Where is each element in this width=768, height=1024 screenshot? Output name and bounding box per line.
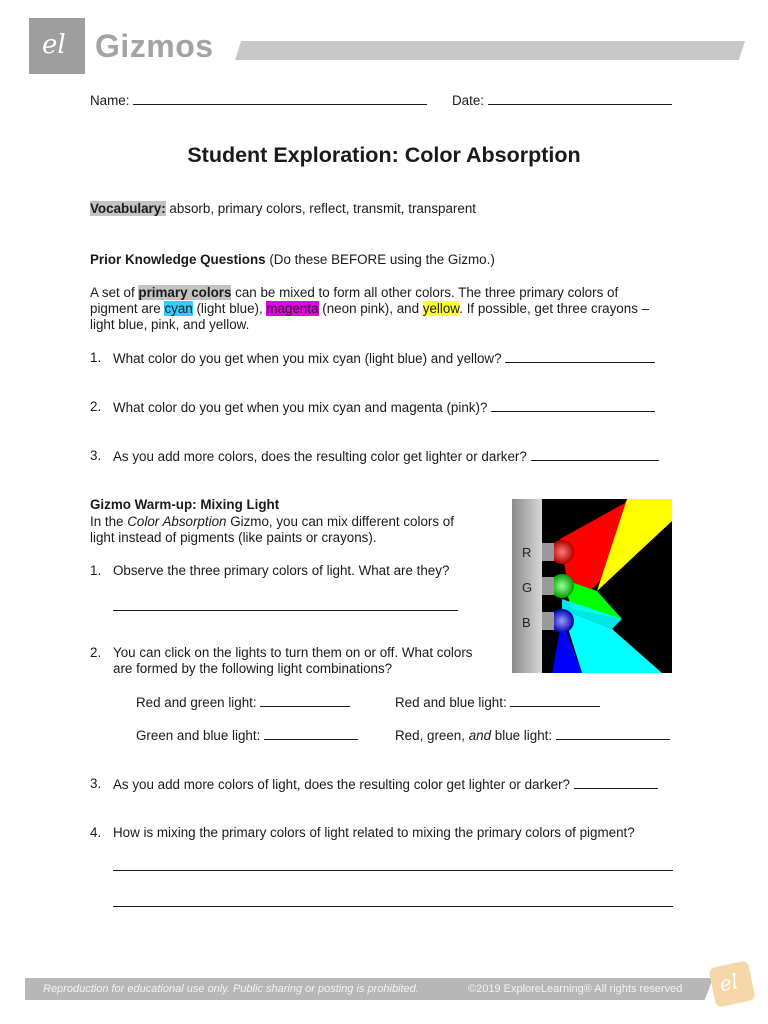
warmup-question-2-line-1: You can click on the lights to turn them on or off. What colors <box>113 645 473 660</box>
label-g: G <box>522 580 533 595</box>
label-b: B <box>522 615 531 630</box>
warmup-question-4-number: 4. <box>90 825 102 840</box>
explorelearning-logo <box>29 18 85 74</box>
combo-red-green[interactable]: Red and green light: <box>136 694 350 710</box>
prior-knowledge-heading: Prior Knowledge Questions (Do these BEFORE using the Gizmo.) <box>90 252 495 267</box>
warmup-question-3-text[interactable]: As you add more colors of light, does the resulting color get lighter or darker? <box>113 776 658 792</box>
header-bar <box>235 41 745 60</box>
warmup-q4-answer-line-2[interactable] <box>113 906 673 907</box>
name-field[interactable]: Name: <box>90 92 427 108</box>
warmup-heading: Gizmo Warm-up: Mixing Light <box>90 497 280 512</box>
warmup-question-3-number: 3. <box>90 776 102 791</box>
warmup-question-2-line-2: are formed by the following light combinations? <box>113 661 393 676</box>
warmup-question-2-number: 2. <box>90 645 102 660</box>
warmup-q1-answer-line[interactable] <box>113 610 458 611</box>
footer-logo <box>708 960 755 1007</box>
light-mixing-image <box>512 499 672 673</box>
prior-intro-line-1: A set of primary colors can be mixed to form all other colors. The three primary colors of <box>90 285 619 300</box>
warmup-q4-answer-line-1[interactable] <box>113 870 673 871</box>
prior-intro-line-3: light blue, pink, and yellow. <box>90 317 250 332</box>
combo-green-blue[interactable]: Green and blue light: <box>136 727 358 743</box>
warmup-question-1-number: 1. <box>90 563 102 578</box>
prior-question-2-text[interactable]: What color do you get when you mix cyan and magenta (pink)? <box>113 399 655 415</box>
label-r: R <box>522 545 532 560</box>
prior-question-3-text[interactable]: As you add more colors, does the resulting color get lighter or darker? <box>113 448 659 464</box>
prior-question-2: 2. <box>90 399 102 414</box>
warmup-question-1-text: Observe the three primary colors of light. What are they? <box>113 563 450 578</box>
footer-logo-mark: el <box>717 969 741 997</box>
prior-intro-line-2: pigment are cyan (light blue), magenta (neon pink), and yellow. If possible, get three crayons – <box>90 301 650 316</box>
warmup-question-4-text: How is mixing the primary colors of light related to mixing the primary colors of pigment? <box>113 825 635 840</box>
footer-disclaimer: Reproduction for educational use only. Public sharing or posting is prohibited. <box>43 983 419 995</box>
warmup-intro-line-2: light instead of pigments (like paints or crayons). <box>90 530 377 545</box>
warmup-intro-line-1: In the Color Absorption Gizmo, you can mix different colors of <box>90 514 454 529</box>
prior-question-1-text[interactable]: What color do you get when you mix cyan (light blue) and yellow? <box>113 350 655 366</box>
vocabulary <box>90 201 476 216</box>
vocabulary-terms: absorb, primary colors, reflect, transmit, transparent <box>165 201 476 216</box>
combo-red-blue[interactable]: Red and blue light: <box>395 694 600 710</box>
prior-question-1: 1. <box>90 350 102 365</box>
date-field[interactable]: Date: <box>452 92 672 108</box>
prior-question-3: 3. <box>90 448 102 463</box>
rgb-lights-illustration <box>512 499 672 673</box>
gizmos-wordmark: Gizmos <box>95 28 214 64</box>
footer-copyright: ©2019 ExploreLearning® All rights reserved <box>468 983 683 995</box>
page-title: Student Exploration: Color Absorption <box>187 143 581 167</box>
vocabulary-label: Vocabulary: <box>90 201 166 216</box>
logo-mark: el <box>42 30 66 60</box>
combo-red-green-blue[interactable]: Red, green, and blue light: <box>395 727 670 743</box>
